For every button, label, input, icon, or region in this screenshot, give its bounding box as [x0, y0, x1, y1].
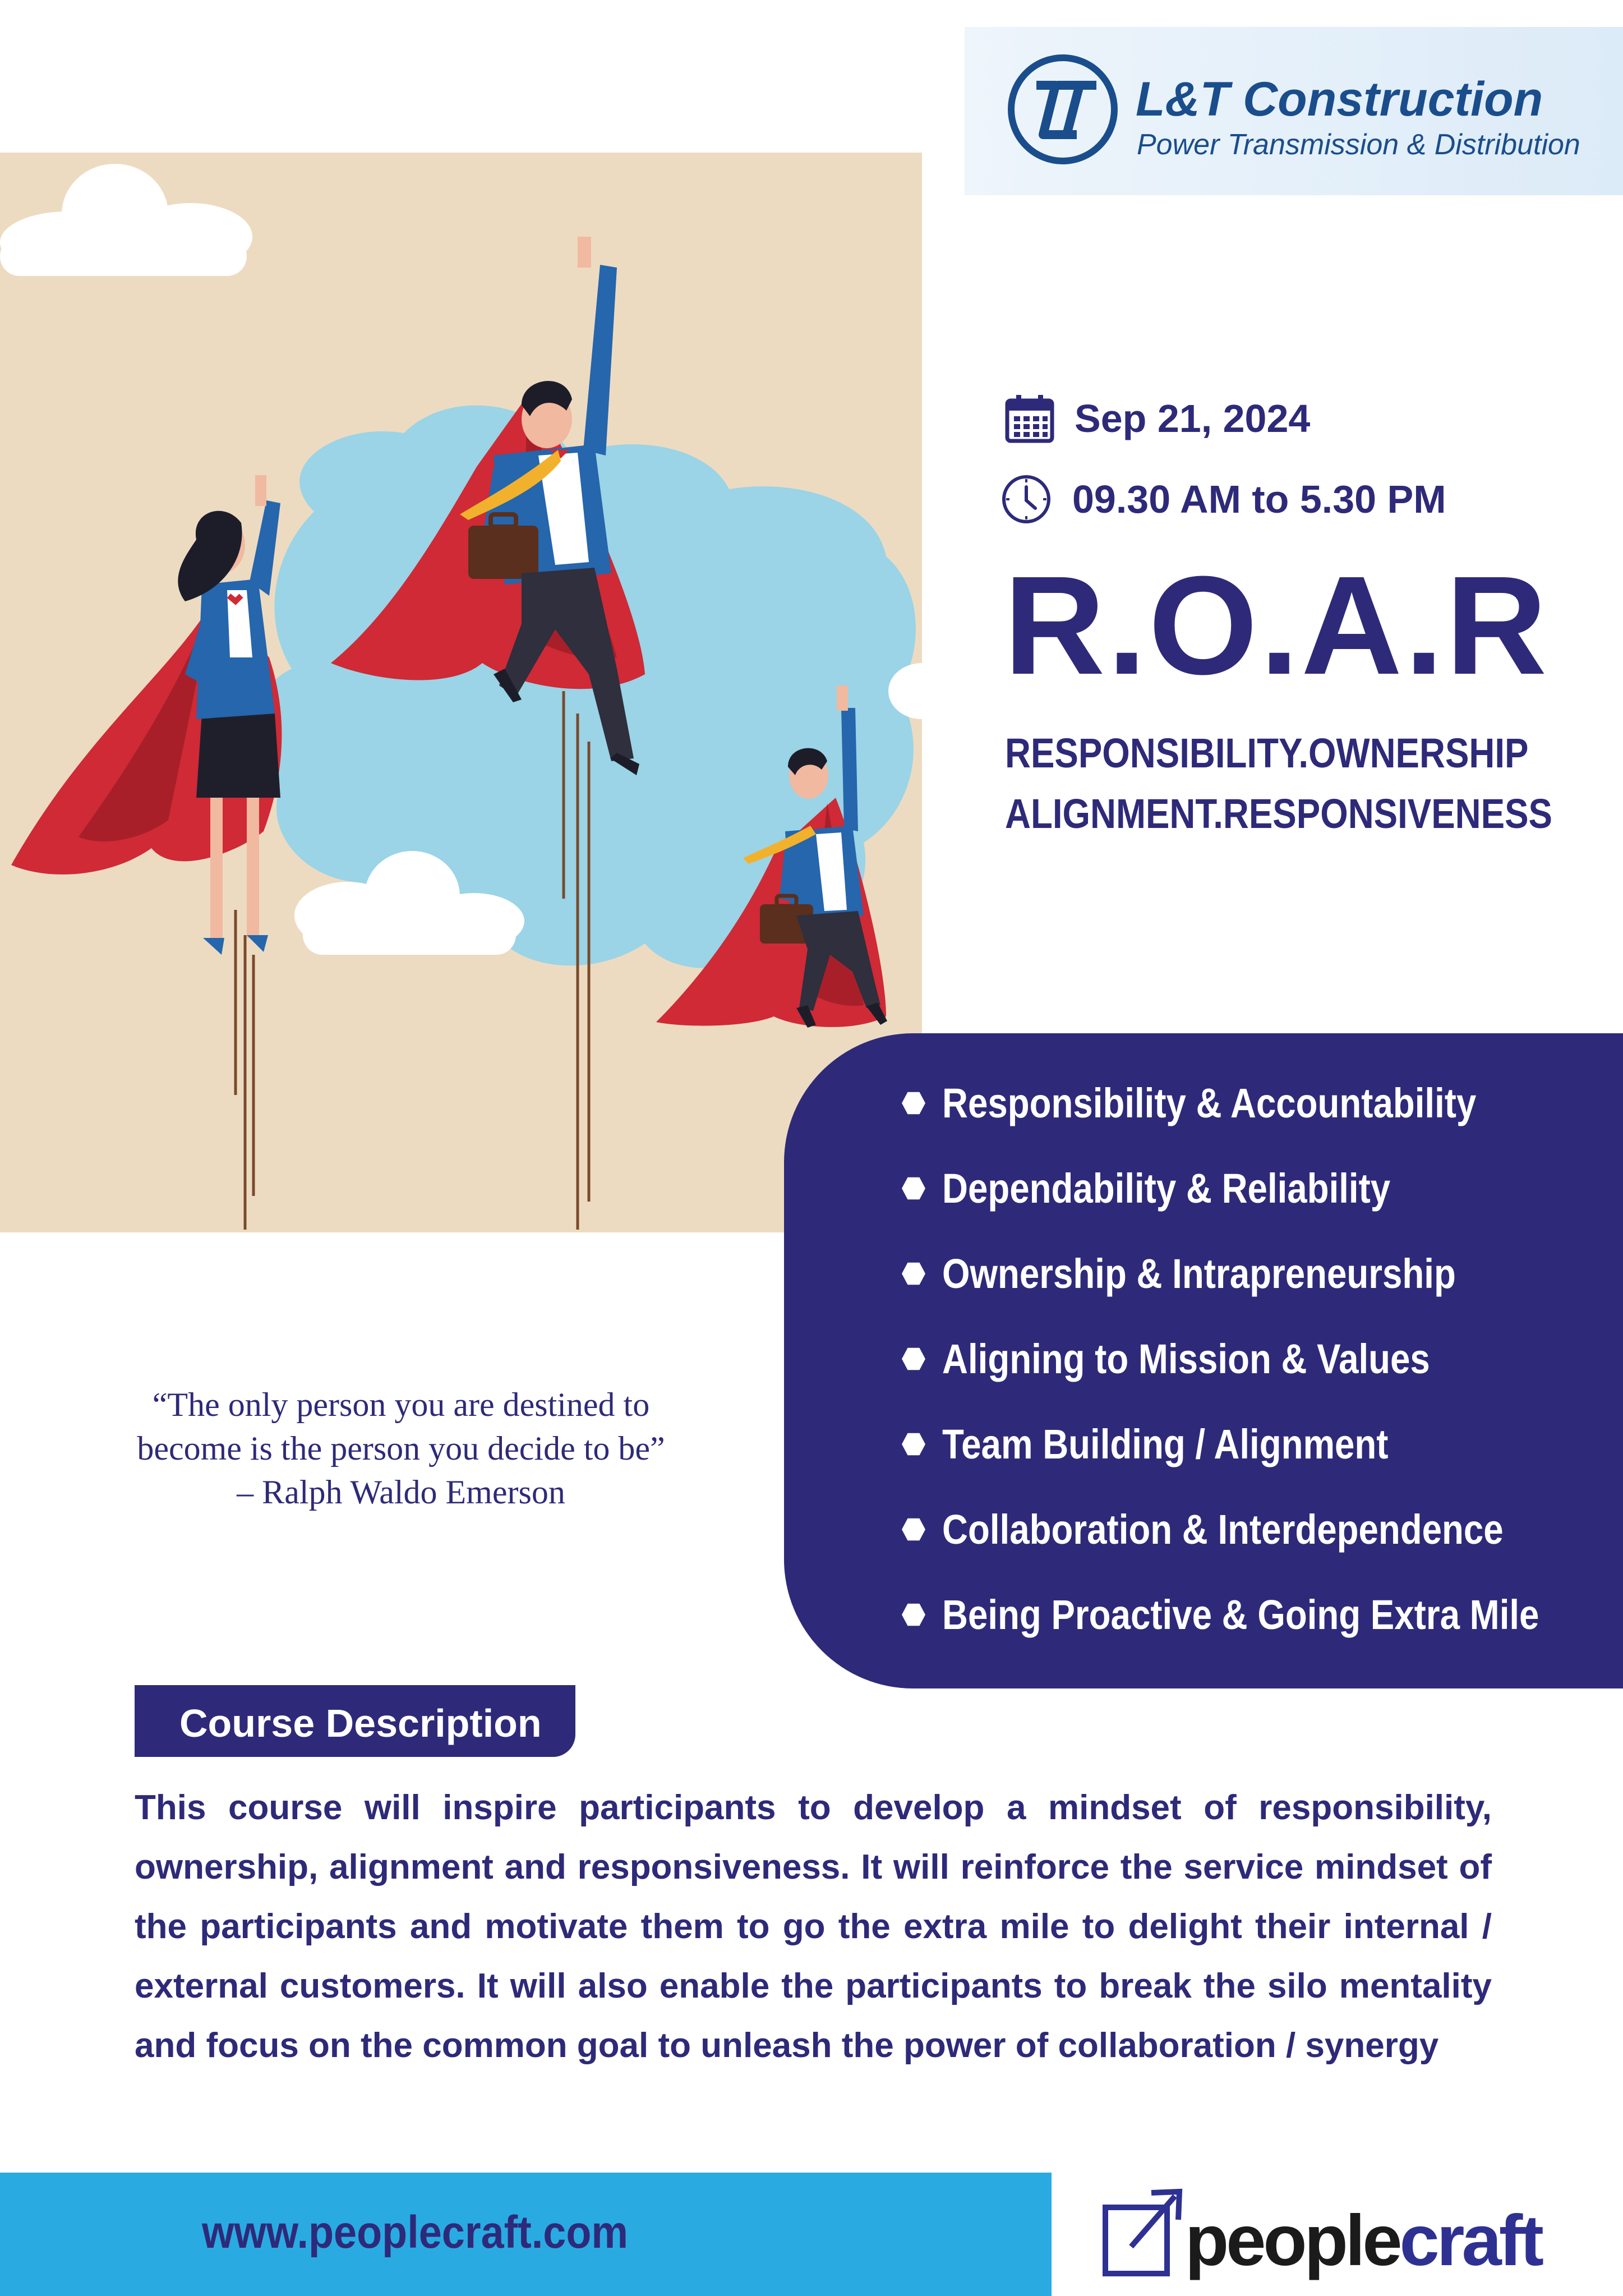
event-time	[999, 472, 1446, 526]
topic-label: Collaboration & Interdependence	[942, 1506, 1504, 1553]
topic-label: Ownership & Intrapreneurship	[942, 1250, 1456, 1297]
event-date	[1004, 393, 1310, 444]
peoplecraft-wordmark	[1185, 2200, 1541, 2282]
website-link[interactable]: www.peoplecraft.com	[202, 2207, 629, 2258]
topic-item	[902, 1335, 1509, 1383]
program-subtitle-line1: RESPONSIBILITY.OWNERSHIP	[1005, 730, 1529, 776]
topic-label: Responsibility & Accountability	[942, 1080, 1477, 1126]
hexagon-bullet-icon	[902, 1433, 925, 1456]
calendar-icon	[1004, 393, 1055, 444]
topic-label: Team Building / Alignment	[942, 1421, 1389, 1467]
event-time-text: 09.30 AM to 5.30 PM	[1072, 477, 1446, 521]
logo-subtitle: Power Transmission & Distribution	[1137, 128, 1580, 161]
hexagon-bullet-icon	[902, 1262, 925, 1286]
course-description-heading: Course Description	[179, 1701, 542, 1745]
course-description-text: This course will inspire participants to develop a mindset of responsibility, ownership, alignment and responsiveness. It will reinforce the service mindset of the participants and motivate them to go the extra mile to delight their internal / external customers. It will also enable the participants to break the silo mentality and focus on the common goal to unleash the power of collaboration / synergy	[135, 1788, 1492, 2065]
clock-icon	[999, 472, 1053, 526]
topic-label: Being Proactive & Going Extra Mile	[942, 1591, 1539, 1638]
brand-part-craft: craft	[1399, 2201, 1541, 2281]
lt-logo	[965, 27, 1623, 195]
hero-woman	[11, 475, 282, 955]
topic-item	[902, 1591, 1623, 1639]
lt-emblem-icon	[1004, 50, 1122, 168]
topic-label: Dependability & Reliability	[942, 1165, 1391, 1212]
topic-item	[902, 1420, 1461, 1468]
peoplecraft-logo-icon	[1102, 2185, 1186, 2280]
topic-item	[902, 1165, 1463, 1212]
event-date-text: Sep 21, 2024	[1075, 397, 1311, 440]
hexagon-bullet-icon	[902, 1518, 925, 1542]
peoplecraft-logo	[1102, 2185, 1607, 2286]
brand-part-people: people	[1185, 2201, 1400, 2281]
quote-attribution: – Ralph Waldo Emerson	[237, 1474, 565, 1511]
logo-title: L&T Construction	[1136, 72, 1543, 126]
topic-label: Aligning to Mission & Values	[942, 1336, 1430, 1382]
program-subtitle-line2: ALIGNMENT.RESPONSIVENESS	[1005, 790, 1552, 837]
topics-panel	[784, 1033, 1623, 1688]
hexagon-bullet-icon	[902, 1603, 925, 1627]
superhero-illustration	[0, 153, 922, 1232]
topic-item	[902, 1506, 1595, 1553]
course-description-tab	[135, 1685, 575, 1757]
topic-item	[902, 1079, 1563, 1127]
footer-bar	[0, 2173, 1052, 2296]
topic-item	[902, 1250, 1539, 1297]
hexagon-bullet-icon	[902, 1177, 925, 1200]
hexagon-bullet-icon	[902, 1092, 925, 1115]
hexagon-bullet-icon	[902, 1347, 925, 1371]
quote-line: “The only person you are destined to	[152, 1386, 650, 1423]
program-title: R.O.A.R	[1004, 547, 1550, 703]
quote-line: become is the person you decide to be”	[137, 1430, 665, 1467]
cloud-top-left	[0, 164, 252, 276]
